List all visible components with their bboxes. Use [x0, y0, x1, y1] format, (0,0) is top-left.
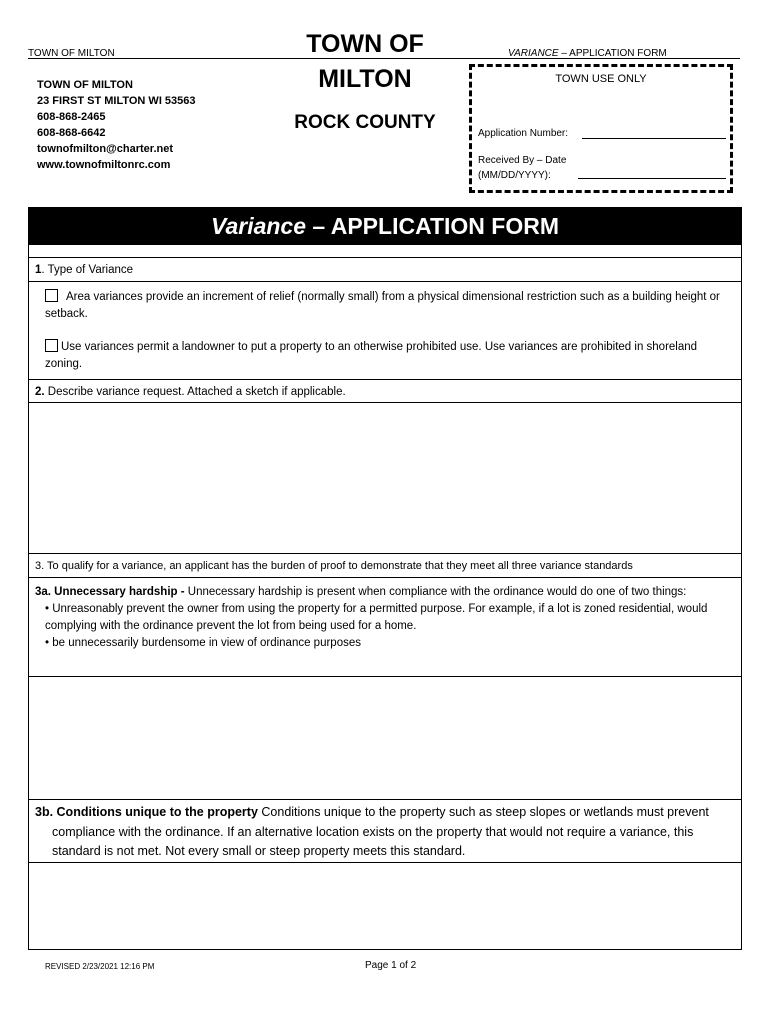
divider: [28, 257, 742, 258]
section-2-number: 2.: [35, 386, 45, 398]
address-street: 23 FIRST ST MILTON WI 53563: [37, 95, 196, 107]
divider: [28, 799, 742, 800]
area-variance-option: [45, 289, 725, 323]
section-1-heading: [35, 262, 735, 279]
variance-request-field[interactable]: [29, 403, 741, 553]
divider: [28, 553, 742, 554]
address-email: townofmilton@charter.net: [37, 143, 174, 155]
address-block: [37, 77, 196, 173]
divider: [28, 577, 742, 578]
section-3-heading: 3. To qualify for a variance, an applicant has the burden of proof to demonstrate that they meet all three variance standards: [35, 560, 633, 572]
application-number-label: Application Number:: [478, 128, 569, 139]
section-3a-bullet-2: • be unnecessarily burdensome in view of ordinance purposes: [45, 637, 361, 649]
banner-italic: Variance: [210, 213, 307, 239]
town-title-line-1: TOWN OF: [306, 30, 424, 58]
received-by-label: [478, 153, 566, 183]
section-3a: [35, 584, 715, 652]
banner-rest: – APPLICATION FORM: [306, 213, 560, 239]
section-3a-title: 3a. Unnecessary hardship -: [35, 586, 185, 598]
divider: [28, 379, 742, 380]
town-use-box: [469, 64, 733, 193]
address-phone-2: 608-868-6642: [37, 127, 106, 139]
town-title: [290, 27, 440, 97]
section-2-heading: [35, 384, 735, 401]
section-3a-text: Unnecessary hardship is present when compliance with the ordinance would do one of two things:: [184, 586, 687, 598]
use-variance-checkbox[interactable]: [45, 339, 58, 352]
area-variance-text: Area variances provide an increment of relief (normally small) from a physical dimensional restriction such as a building height or setback.: [45, 291, 720, 320]
town-use-title: TOWN USE ONLY: [555, 73, 647, 85]
town-title-line-2: MILTON: [318, 65, 412, 93]
application-number-field[interactable]: [582, 138, 726, 139]
section-3b-text: Conditions unique to the property such as steep slopes or wetlands must prevent compliance with the ordinance. If an alternative location exists on the property that would not require a variance, this standard is not met. Not every small or steep property meets this standard.: [52, 805, 709, 858]
hardship-response-field[interactable]: [29, 677, 741, 799]
revised-date: REVISED 2/23/2021 12:16 PM: [45, 962, 155, 971]
use-variance-text: Use variances permit a landowner to put a property to an otherwise prohibited use. Use variances are prohibited in shoreland zoning.: [45, 341, 698, 370]
section-2-label: Describe variance request. Attached a sketch if applicable.: [44, 386, 346, 398]
header-right-title: [508, 48, 667, 59]
section-1-number: 1: [35, 264, 42, 276]
area-variance-checkbox[interactable]: [45, 289, 58, 302]
section-1-label: . Type of Variance: [41, 264, 134, 276]
received-by-date-field[interactable]: [578, 178, 726, 179]
form-banner: [28, 207, 742, 245]
county-title: ROCK COUNTY: [294, 112, 436, 133]
received-by-label-line-2: (MM/DD/YYYY):: [478, 170, 551, 181]
page-number: Page 1 of 2: [365, 960, 417, 971]
use-variance-option: [45, 339, 725, 373]
address-phone-1: 608-868-2465: [37, 111, 106, 123]
address-name: TOWN OF MILTON: [37, 79, 133, 91]
section-3b: [35, 803, 725, 862]
section-3a-intro: [35, 584, 715, 601]
address-website: www.townofmiltonrc.com: [37, 159, 171, 171]
header-left-title: TOWN OF MILTON: [28, 48, 115, 59]
header-right-title-italic: VARIANCE: [508, 48, 559, 59]
conditions-response-field[interactable]: [29, 863, 741, 949]
section-3a-bullet-1: • Unreasonably prevent the owner from using the property for a permitted purpose. For example, if a lot is zoned residential, would complying with the ordinance prevent the lot from being used for a home.: [45, 603, 708, 632]
header-right-title-rest: – APPLICATION FORM: [558, 48, 667, 59]
received-by-label-line-1: Received By – Date: [478, 155, 567, 166]
divider: [28, 281, 742, 282]
section-3b-title: 3b. Conditions unique to the property: [35, 805, 258, 819]
